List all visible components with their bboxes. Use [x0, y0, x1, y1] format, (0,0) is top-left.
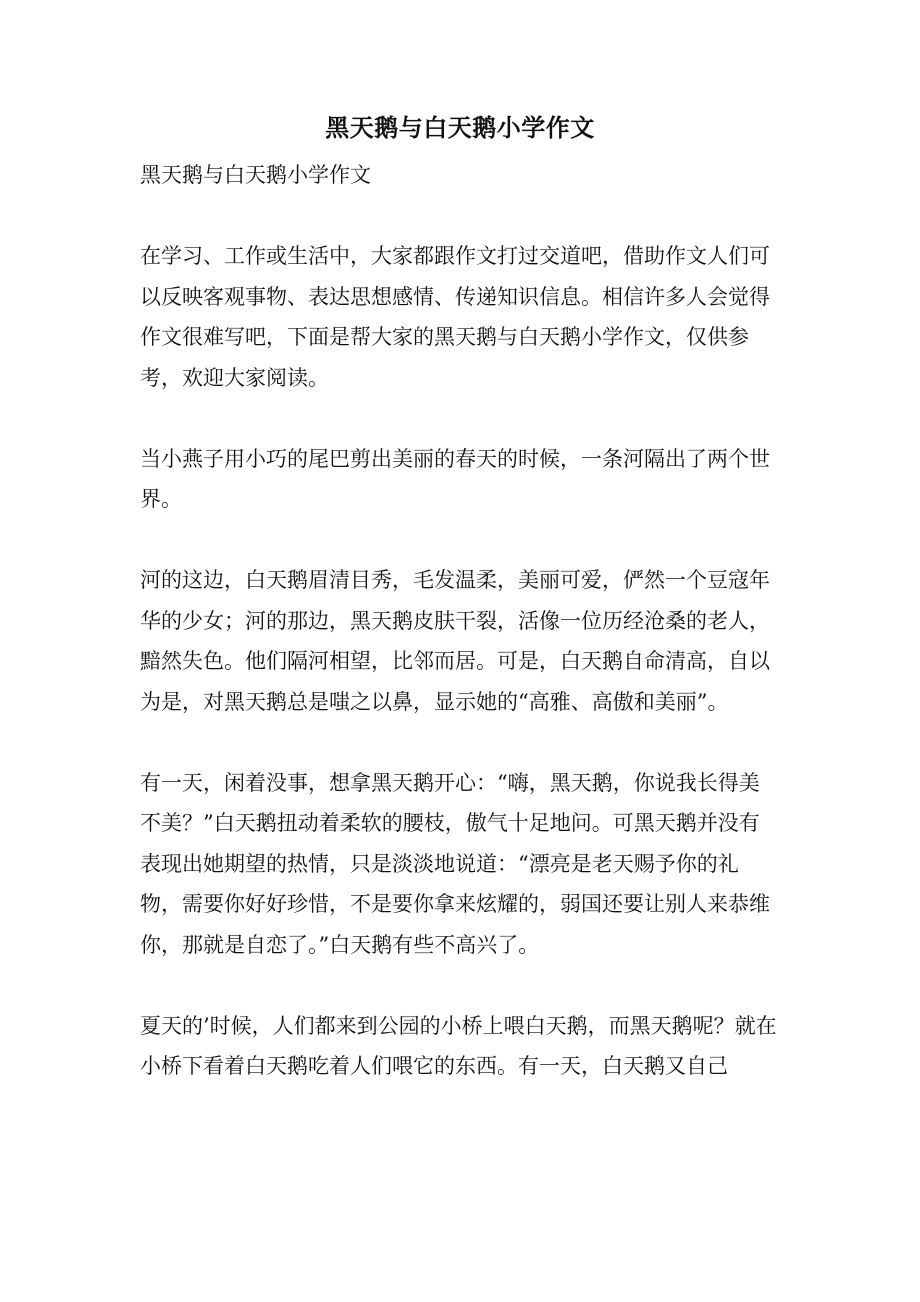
document-title: 黑天鹅与白天鹅小学作文: [325, 113, 595, 142]
paragraph-summer: 夏天的’时候，人们都来到公园的小桥上喂白天鹅，而黑天鹅呢？就在小桥下看着白天鹅吃着人们喂它的东西。有一天，白天鹅又自己: [140, 1013, 777, 1078]
document-subtitle: 黑天鹅与白天鹅小学作文: [140, 163, 371, 187]
paragraph-conversation: 有一天，闲着没事，想拿黑天鹅开心：“嗨，黑天鹅，你说我长得美不美？”白天鹅扭动着柔软的腰枝，傲气十足地问。可黑天鹅并没有表现出她期望的热情，只是淡淡地说道：“漂亮是老天赐予你的礼物，需要你好好珍惜，不是要你拿来炫耀的，弱国还要让别人来恭维你，那就是自恋了。”白天鹅有些不高兴了。: [140, 770, 770, 957]
paragraph-spring: 当小燕子用小巧的尾巴剪出美丽的春天的时候，一条河隔出了两个世界。: [140, 446, 770, 511]
paragraph-intro: 在学习、工作或生活中，大家都跟作文打过交道吧，借助作文人们可以反映客观事物、表达思想感情、传递知识信息。相信许多人会觉得作文很难写吧，下面是帮大家的黑天鹅与白天鹅小学作文，仅供参考，欢迎大家阅读。: [140, 244, 770, 390]
paragraph-river: 河的这边，白天鹅眉清目秀，毛发温柔，美丽可爱，俨然一个豆寇年华的少女；河的那边，黑天鹅皮肤干裂，活像一位历经沧桑的老人，黯然失色。他们隔河相望，比邻而居。可是，白天鹅自命清高，自以为是，对黑天鹅总是嗤之以鼻，显示她的“高雅、高傲和美丽”。: [140, 568, 770, 714]
document-body: [140, 155, 780, 1087]
